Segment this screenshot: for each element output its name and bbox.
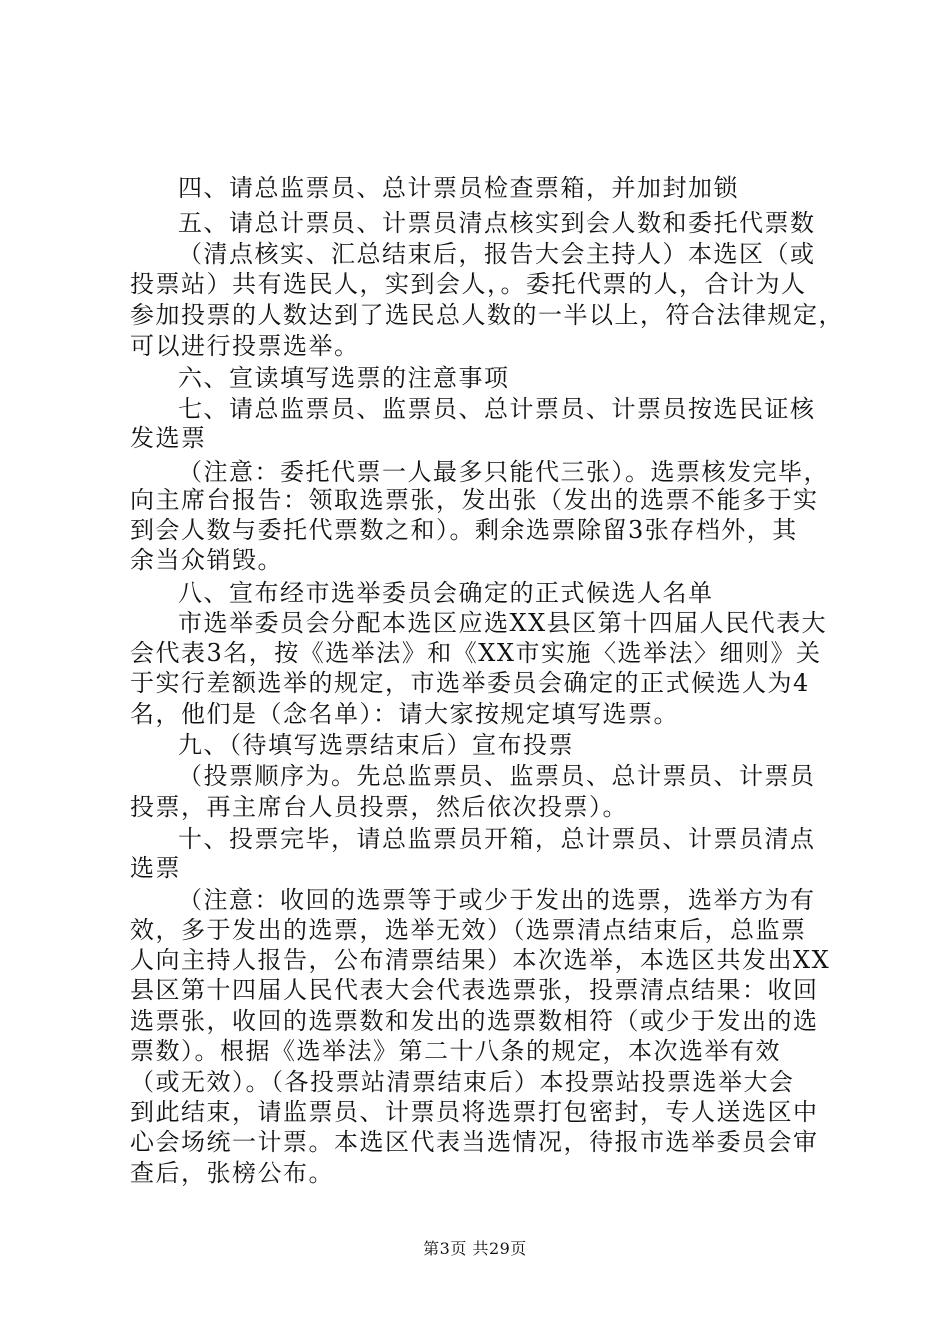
- text-line: 余当众销毁。: [130, 546, 283, 574]
- text-line: 会代表3名，按《选举法》和《XX市实施〈选举法〉细则》关: [130, 639, 822, 667]
- text-line: 向主席台报告：领取选票张，发出张（发出的选票不能多于实: [130, 486, 819, 514]
- text-line: 六、宣读填写选票的注意事项: [178, 364, 510, 392]
- text-line: 名，他们是（念名单）：请大家按规定填写选票。: [130, 700, 679, 728]
- text-line: 到此结束，请监票员、计票员将选票打包密封，专人送选区中: [130, 1098, 819, 1126]
- text-line: 可以进行投票选举。: [130, 332, 360, 360]
- text-line: （清点核实、汇总结束后，报告大会主持人）本选区（或: [178, 240, 816, 268]
- text-line: 选票: [130, 854, 181, 882]
- text-line: 投票，再主席台人员投票，然后依次投票）。: [130, 793, 628, 821]
- text-line: 人向主持人报告，公布清票结果）本次选举，本选区共发出XX: [130, 946, 831, 974]
- text-line: 票数）。根据《选举法》第二十八条的规定，本次选举有效: [130, 1037, 781, 1065]
- text-line: 参加投票的人数达到了选民总人数的一半以上，符合法律规定，: [130, 301, 844, 329]
- text-line: 查后，张榜公布。: [130, 1159, 334, 1187]
- text-line: 九、（待填写选票结束后）宣布投票: [178, 731, 574, 759]
- text-line: （或无效）。（各投票站清票结束后）本投票站投票选举大会: [130, 1068, 795, 1096]
- text-line: 县区第十四届人民代表大会代表选票张，投票清点结果：收回: [130, 976, 819, 1004]
- text-line: 到会人数与委托代票数之和）。剩余选票除留3张存档外，其: [130, 516, 798, 544]
- text-line: 投票站）共有选民人，实到会人，。委托代票的人，合计为人: [130, 270, 807, 298]
- text-line: 七、请总监票员、监票员、总计票员、计票员按选民证核: [178, 395, 816, 423]
- text-line: 发选票: [130, 424, 207, 452]
- text-line: 十、投票完毕，请总监票员开箱，总计票员、计票员清点: [178, 825, 816, 853]
- text-line: 四、请总监票员、总计票员检查票箱，并加封加锁: [178, 174, 739, 202]
- text-line: （投票顺序为。先总监票员、监票员、总计票员、计票员: [178, 762, 816, 790]
- text-line: （注意：收回的选票等于或少于发出的选票，选举方为有: [178, 886, 816, 914]
- text-line: 选票张，收回的选票数和发出的选票数相符（或少于发出的选: [130, 1007, 819, 1035]
- text-line: 于实行差额选举的规定，市选举委员会确定的正式候选人为4: [130, 669, 810, 697]
- text-line: 效，多于发出的选票，选举无效）（选票清点结束后，总监票: [130, 916, 807, 944]
- text-line: 心会场统一计票。本选区代表当选情况，待报市选举委员会审: [130, 1128, 819, 1156]
- text-line: 市选举委员会分配本选区应选XX县区第十四届人民代表大: [178, 609, 828, 637]
- text-line: 八、宣布经市选举委员会确定的正式候选人名单: [178, 579, 714, 607]
- text-line: 五、请总计票员、计票员清点核实到会人数和委托代票数: [178, 209, 816, 237]
- text-line: （注意：委托代票一人最多只能代三张）。选票核发完毕，: [178, 458, 829, 486]
- page-footer: 第3页 共29页: [423, 1239, 527, 1258]
